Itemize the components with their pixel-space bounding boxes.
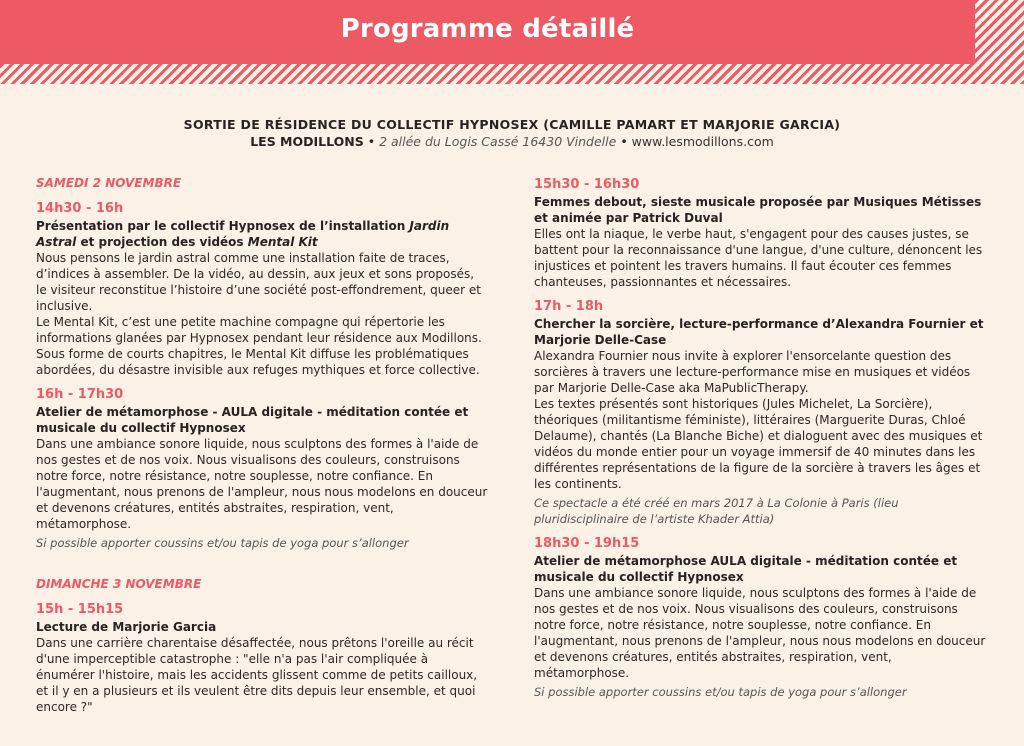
residency-title: SORTIE DE RÉSIDENCE DU COLLECTIF HYPNOSEX (CAMILLE PAMART ET MARJORIE GARCIA) xyxy=(183,117,841,132)
venue-line xyxy=(0,133,1024,150)
event-title: Femmes debout, sieste musicale proposée par Musiques Métisses et animée par Patrick Duval xyxy=(534,195,982,225)
event-description: Dans une ambiance sonore liquide, nous sculptons des formes à l'aide de nos gestes et de nos voix. Nous visualisons des couleurs, construisons notre force, notre résistance, notre souplesse, notre confiance. En l'augmentant, nous prenons de l'ampleur, nous nous modelons en douceur et devenons créatures, entités abstraites, respiration, vent, métamorphose. xyxy=(534,586,986,680)
event-note: Si possible apporter coussins et/ou tapis de yoga pour s’allonger xyxy=(36,536,409,550)
event-note: Si possible apporter coussins et/ou tapis de yoga pour s’allonger xyxy=(534,685,907,699)
header-banner xyxy=(0,0,975,64)
event-time: 16h - 17h30 xyxy=(36,387,124,402)
day-heading-saturday: SAMEDI 2 NOVEMBRE xyxy=(36,176,182,190)
event-title: Atelier de métamorphose AULA digitale - méditation contée et musicale du collectif Hypnosex xyxy=(534,554,958,584)
venue-website: www.lesmodillons.com xyxy=(631,134,774,149)
event-description: Nous pensons le jardin astral comme une installation faite de traces, d’indices à assembler. De la vidéo, au dessin, aux jeux et sons proposés, le visiteur reconstitue l’histoire d’une société post-effondrement, queer et inclusive. xyxy=(36,251,481,313)
event-sorciere xyxy=(534,298,990,527)
event-title: Lecture de Marjorie Garcia xyxy=(36,620,217,634)
venue-name: LES MODILLONS xyxy=(250,134,364,149)
event-description: Dans une carrière charentaise désaffectée, nous prêtons l'oreille au récit d'une imperceptible catastrophe : "elle n'a pas l'air compliquée à énumérer l'histoire, mais les accidents glissent comme de petits cailloux, et il y en a plusieurs et ils veulent être dits depuis leur ensemble, et quoi encore ?" xyxy=(36,636,478,714)
event-atelier-metamorphose xyxy=(36,386,488,551)
event-title xyxy=(36,218,488,250)
header-stripes-right xyxy=(975,0,1024,64)
page-title: Programme détaillé xyxy=(340,14,635,44)
event-time: 15h - 15h15 xyxy=(36,602,124,617)
event-note: Ce spectacle a été créé en mars 2017 à La Colonie à Paris (lieu pluridisciplinaire de l’artiste Khader Attia) xyxy=(534,496,899,526)
venue-address: 2 allée du Logis Cassé 16430 Vindelle xyxy=(379,134,617,149)
event-jardin-astral xyxy=(36,200,488,378)
left-column xyxy=(36,176,488,723)
spacer xyxy=(36,559,488,577)
event-title-part: et projection des vidéos xyxy=(76,235,248,249)
right-column xyxy=(534,176,990,708)
event-time: 17h - 18h xyxy=(534,299,604,314)
event-time: 15h30 - 16h30 xyxy=(534,177,640,192)
event-description: Elles ont la niaque, le verbe haut, s'engagent pour des causes justes, se battent pour la reconnaissance d'une langue, d'une culture, dénoncent les injustices et pointent les travers humains. Il faut écouter ces femmes chanteuses, passionnantes et nécessaires. xyxy=(534,227,983,289)
event-time: 18h30 - 19h15 xyxy=(534,536,640,551)
subheader xyxy=(0,116,1024,150)
day-heading-sunday: DIMANCHE 3 NOVEMBRE xyxy=(36,577,202,591)
event-title: Atelier de métamorphose - AULA digitale - méditation contée et musicale du collectif Hypnosex xyxy=(36,405,469,435)
event-title-italic: Mental Kit xyxy=(247,235,318,249)
event-title-italic: Jardin Astral xyxy=(36,219,450,249)
event-description: Le Mental Kit, c’est une petite machine compagne qui répertorie les informations glanées par Hypnosex pendant leur résidence aux Modillons. Sous forme de courts chapitres, le Mental Kit diffuse les problématiques abordées, du désastre invisible aux refuges mythiques et force collective. xyxy=(36,315,482,377)
event-title: Chercher la sorcière, lecture-performance d’Alexandra Fournier et Marjorie Delle-Case xyxy=(534,317,984,347)
event-lecture xyxy=(36,601,488,715)
event-time: 14h30 - 16h xyxy=(36,201,124,216)
event-description: Dans une ambiance sonore liquide, nous sculptons des formes à l'aide de nos gestes et de nos voix. Nous visualisons des couleurs, construisons notre force, notre résistance, notre souplesse, notre confiance. En l'augmentant, nous prenons de l'ampleur, nous nous modelons en douceur et devenons créatures, entités abstraites, respiration, vent, métamorphose. xyxy=(36,437,488,531)
event-title-part: Présentation par le collectif Hypnosex de l’installation xyxy=(36,219,410,233)
event-description: Les textes présentés sont historiques (Jules Michelet, La Sorcière), théoriques (militantisme féministe), littéraires (Marguerite Duras, Chloé Delaume), chantés (La Blanche Biche) et dialoguent avec des musiques et vidéos du monde entier pour un voyage immersif de 40 minutes dans les différentes représentations de la figure de la sorcière à travers les âges et les continents. xyxy=(534,397,983,491)
separator: • xyxy=(367,134,376,149)
event-description: Alexandra Fournier nous invite à explorer l'ensorcelante question des sorcières à travers une lecture-performance mise en musiques et vidéos par Marjorie Delle-Case aka MaPublicTherapy. xyxy=(534,349,971,395)
event-atelier-aula xyxy=(534,535,990,700)
separator: • xyxy=(620,134,628,149)
header-stripes-bottom xyxy=(0,64,1024,84)
event-femmes-debout xyxy=(534,176,990,290)
